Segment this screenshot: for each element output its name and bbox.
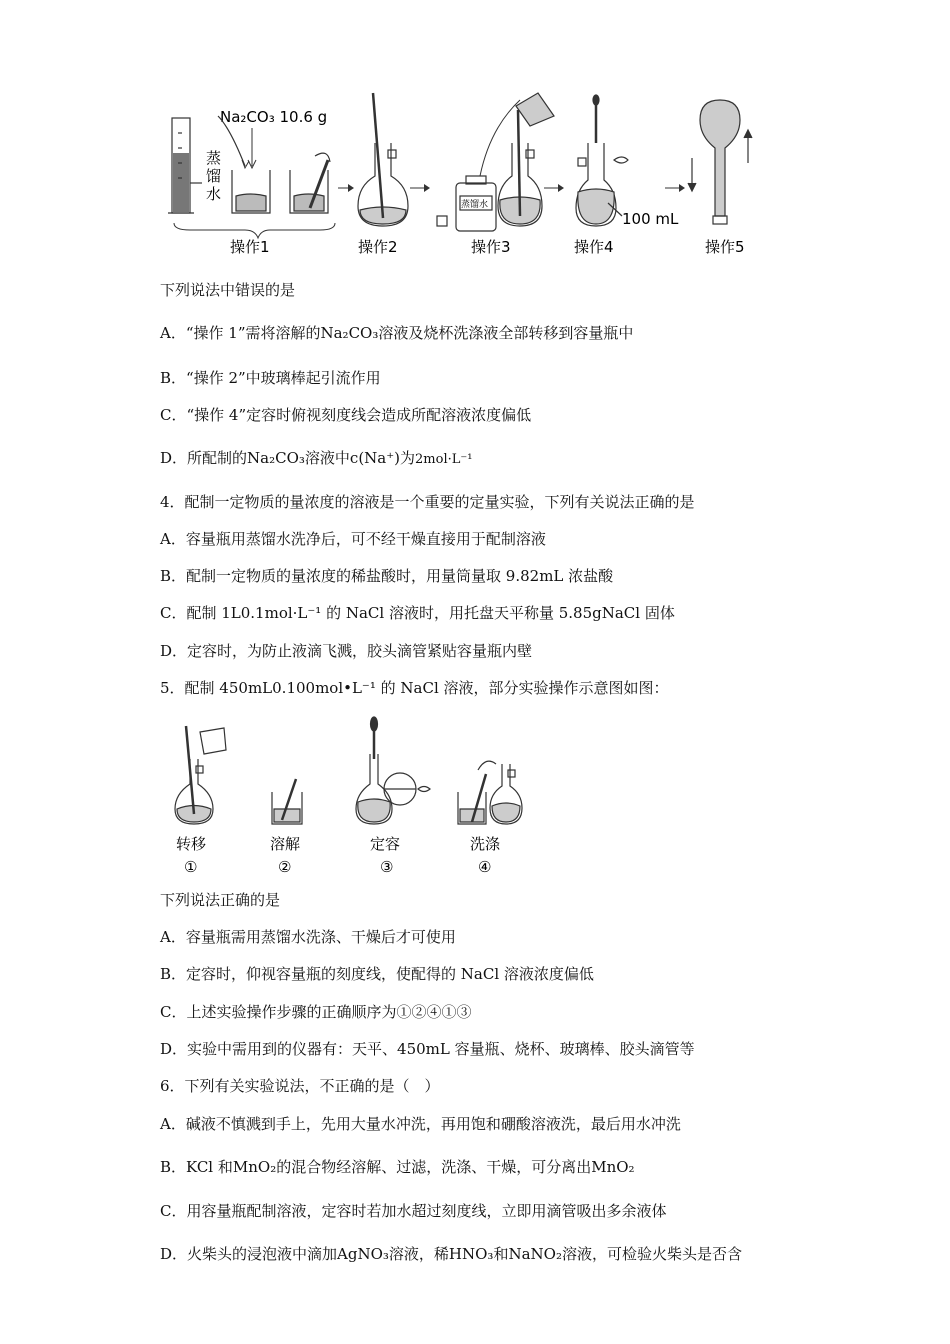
q6-d-f1: AgNO₃ — [337, 1245, 389, 1263]
q6-d-mid1: 溶液，稀 — [388, 1245, 449, 1263]
num-1: ① — [184, 858, 198, 876]
num-3: ③ — [380, 858, 394, 876]
q6-option-d — [160, 1244, 742, 1264]
q3-option-c: C．“操作 4”定容时俯视刻度线会造成所配溶液浓度偏低 — [160, 406, 532, 424]
label-wash: 洗涤 — [470, 835, 501, 853]
q3-option-b: B．“操作 2”中玻璃棒起引流作用 — [160, 369, 381, 387]
q6-b-mid: 的混合物经溶解、过滤，洗涤、干燥，可分离出 — [276, 1158, 592, 1176]
volumetric-flask-op4 — [576, 95, 628, 226]
label-transfer: 转移 — [176, 835, 207, 853]
q3-d-expr: c(Na⁺) — [349, 449, 401, 467]
q4-option-a: A．容量瓶用蒸馏水洗净后，可不经干燥直接用于配制溶液 — [160, 530, 546, 548]
q5-option-a: A．容量瓶需用蒸馏水洗涤、干燥后才可使用 — [160, 928, 456, 946]
volumetric-flask-op3 — [498, 93, 554, 226]
q5-option-d: D．实验中需用到的仪器有：天平、450mL 容量瓶、烧杯、玻璃棒、胶头滴管等 — [160, 1040, 695, 1058]
volumetric-flask-op2 — [358, 93, 408, 226]
q5-option-c: C．上述实验操作步骤的正确顺序为①②④①③ — [160, 1003, 472, 1021]
op4-label: 操作4 — [574, 238, 614, 256]
wash-apparatus — [458, 761, 522, 824]
q6-d-pre: D．火柴头的浸泡液中滴加 — [160, 1245, 338, 1263]
op5-label: 操作5 — [705, 238, 745, 256]
q6-stem: 6．下列有关实验说法，不正确的是（ ） — [160, 1077, 440, 1095]
label-fixed-volume: 定容 — [370, 835, 401, 853]
experiment-figure-2 — [160, 714, 540, 879]
q5-sub-stem: 下列说法正确的是 — [160, 891, 281, 909]
num-2: ② — [278, 858, 292, 876]
experiment-figure-1 — [160, 88, 780, 263]
water-label-2: 馏 — [206, 167, 222, 185]
q4-option-d: D．定容时，为防止液滴飞溅，胶头滴管紧贴容量瓶内壁 — [160, 642, 533, 660]
q3-a-formula: Na₂CO₃ — [320, 324, 379, 342]
fixed-volume-apparatus — [356, 717, 430, 824]
q6-d-f2: HNO₃ — [448, 1245, 494, 1263]
label-dissolve: 溶解 — [270, 835, 301, 853]
q6-b-formula2: MnO₂ — [591, 1158, 635, 1176]
q3-d-pre: D．所配制的 — [160, 449, 248, 467]
water-label-3: 水 — [206, 185, 222, 203]
transfer-apparatus — [175, 726, 226, 824]
beaker-2 — [290, 153, 330, 213]
q6-option-a: A．碱液不慎溅到手上，先用大量水冲洗，再用饱和硼酸溶液洗，最后用水冲洗 — [160, 1115, 681, 1133]
beaker-1 — [232, 170, 270, 213]
q6-option-b — [160, 1157, 635, 1177]
bottle-label: 蒸馏水 — [461, 200, 489, 210]
graduated-cylinder — [168, 118, 202, 213]
q5-stem: 5．配制 450mL0.100mol•L⁻¹ 的 NaCl 溶液，部分实验操作示意图如图： — [160, 679, 669, 697]
q3-d-post: 为 — [400, 449, 416, 467]
q3-a-pre: A．“操作 1”需将溶解的 — [160, 324, 321, 342]
q5-option-b: B．定容时，仰视容量瓶的刻度线，使配得的 NaCl 溶液浓度偏低 — [160, 965, 594, 983]
q3-d-value: 2mol·L⁻¹ — [415, 452, 473, 467]
dissolve-beaker — [272, 779, 302, 824]
q3-stem: 下列说法中错误的是 — [160, 281, 296, 299]
op3-label: 操作3 — [471, 238, 511, 256]
q3-d-mid: 溶液中 — [304, 449, 350, 467]
q6-d-f3: NaNO₂ — [508, 1245, 562, 1263]
q4-stem: 4．配制一定物质的量浓度的溶液是一个重要的定量实验，下列有关说法正确的是 — [160, 493, 695, 511]
q6-b-pre: B．KCl 和 — [160, 1158, 233, 1176]
reagent-label: Na₂CO₃ 10.6 g — [220, 108, 328, 126]
water-label-1: 蒸 — [206, 149, 222, 167]
q3-option-d — [160, 448, 472, 470]
inverted-flask-op5 — [688, 100, 752, 224]
q3-d-formula: Na₂CO₃ — [247, 449, 305, 467]
q4-option-b: B．配制一定物质的量浓度的稀盐酸时，用量筒量取 9.82mL 浓盐酸 — [160, 567, 614, 585]
q6-b-formula1: MnO₂ — [232, 1158, 277, 1176]
op1-label: 操作1 — [230, 238, 270, 256]
q4-option-c: C．配制 1L0.1mol·L⁻¹ 的 NaCl 溶液时，用托盘天平称量 5.85gNaCl 固体 — [160, 604, 675, 622]
q6-d-mid2: 和 — [493, 1245, 509, 1263]
num-4: ④ — [478, 858, 492, 876]
volume-label: 100 mL — [622, 210, 679, 228]
q3-a-post: 溶液及烧杯洗涤液全部转移到容量瓶中 — [378, 324, 634, 342]
q6-option-c: C．用容量瓶配制溶液，定容时若加水超过刻度线，立即用滴管吸出多余液体 — [160, 1202, 667, 1220]
op2-label: 操作2 — [358, 238, 398, 256]
q3-option-a — [160, 323, 633, 343]
q6-d-post: 溶液，可检验火柴头是否含 — [561, 1245, 742, 1263]
